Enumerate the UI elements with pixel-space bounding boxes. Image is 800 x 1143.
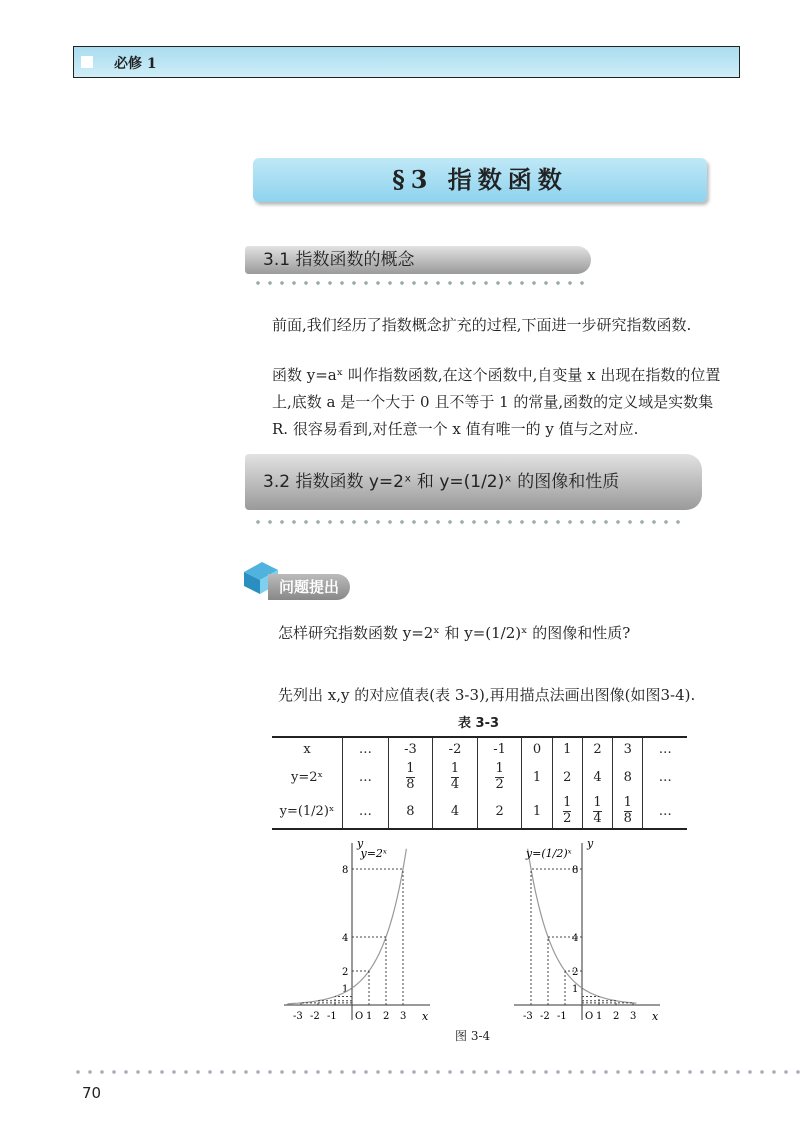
table-cell: 4 [433,794,478,829]
header-square-icon [81,56,93,68]
x-tick-label: -2 [540,1011,550,1022]
x-tick-label: 1 [596,1011,603,1022]
table-cell: y=2ˣ [290,769,324,785]
table-caption: 表 3-3 [458,716,500,731]
x-axis-label: x [422,1010,429,1023]
x-tick-label: -2 [310,1011,320,1022]
subsection-bar-3-2 [245,454,702,510]
table-cell: 2 [477,794,522,829]
instruction-text: 先列出 x,y 的对应值表(表 3-3),再用描点法画出图像(如图3-4). [278,686,696,704]
x-tick-label: -1 [557,1011,567,1022]
paragraph-2: 函数 y=aˣ 叫作指数函数,在这个函数中,自变量 x 出现在指数的位置上,底数 a 是一个大于 0 且不等于 1 的常量,函数的定义域是实数集 R. 很容易看到,对任意一个 x 值有唯一的 y 值与之对应. [272,366,721,438]
table-cell: 2 [582,737,612,760]
curve-label: y=(1/2)ˣ [525,847,572,860]
table-cell: … [643,794,687,829]
curve-label: y=2ˣ [360,847,387,860]
table-cell: 1 [552,737,582,760]
value-table [272,736,687,830]
graph-half-x [512,835,662,1025]
subsection-title-3-1: 3.1 指数函数的概念 [263,250,415,270]
section-title: §3 指数函数 [253,158,707,202]
dotted-divider [252,518,688,526]
table-cell: … [643,737,687,760]
y-tick-label: 1 [342,984,349,995]
paragraph-1: 前面,我们经历了指数概念扩充的过程,下面进一步研究指数函数. [272,316,692,334]
y-tick-label: 4 [342,933,349,944]
y-tick-label: 2 [572,967,579,978]
y-axis-label: y [587,837,594,850]
x-tick-label: 3 [400,1011,407,1022]
x-tick-label: -3 [523,1011,533,1022]
table-cell: $\frac{1}{4}$ [433,760,478,794]
table-row [272,760,687,794]
table-cell: 2 [552,760,582,794]
y-tick-label: 2 [342,967,349,978]
table-cell: -1 [477,737,522,760]
footer-dots [72,1068,800,1076]
table-cell: x [272,737,343,760]
x-axis-label: x [652,1010,659,1023]
table-cell: 3 [613,737,643,760]
y-tick-label: 1 [572,984,579,995]
table-cell: -3 [388,737,433,760]
graph-2x [282,835,432,1025]
table-cell: 4 [582,760,612,794]
origin-label: O [355,1011,364,1022]
x-tick-label: 3 [630,1011,637,1022]
y-tick-label: 8 [342,865,349,876]
table-cell: 1 [522,760,552,794]
table-row [272,794,687,829]
x-tick-label: -1 [327,1011,337,1022]
y-axis-label: y [357,837,364,850]
origin-label: O [585,1011,594,1022]
table-cell: … [343,737,389,760]
page-number: 70 [82,1084,102,1102]
x-tick-label: 1 [366,1011,373,1022]
table-cell: 1 [522,794,552,829]
question-tag: 问题提出 [268,574,350,600]
dotted-divider [252,279,588,287]
x-tick-label: -3 [293,1011,303,1022]
table-cell: $\frac{1}{2}$ [477,760,522,794]
x-tick-label: 2 [613,1011,620,1022]
table-cell: … [643,760,687,794]
x-tick-label: 2 [383,1011,390,1022]
y-tick-label: 8 [572,865,579,876]
page-header [73,46,740,78]
subsection-title-3-2: 3.2 指数函数 y=2ˣ 和 y=(1/2)ˣ 的图像和性质 [263,472,620,492]
table-cell: 0 [522,737,552,760]
table-row [272,737,687,760]
table-cell: … [343,794,389,829]
table-cell: $\frac{1}{2}$ [552,794,582,829]
figure-caption: 图 3-4 [455,1029,491,1043]
subsection-bar-3-1 [245,246,591,274]
table-cell: 8 [613,760,643,794]
table-cell: $\frac{1}{4}$ [582,794,612,829]
table-cell: 8 [388,794,433,829]
question-text: 怎样研究指数函数 y=2ˣ 和 y=(1/2)ˣ 的图像和性质? [278,624,631,642]
header-label: 必修 1 [114,56,157,72]
y-tick-label: 4 [572,933,579,944]
table-cell: -2 [433,737,478,760]
table-cell: $\frac{1}{8}$ [613,794,643,829]
table-cell: $\frac{1}{8}$ [388,760,433,794]
table-cell: y=(1/2)ˣ [272,794,343,829]
table-cell: … [343,760,389,794]
